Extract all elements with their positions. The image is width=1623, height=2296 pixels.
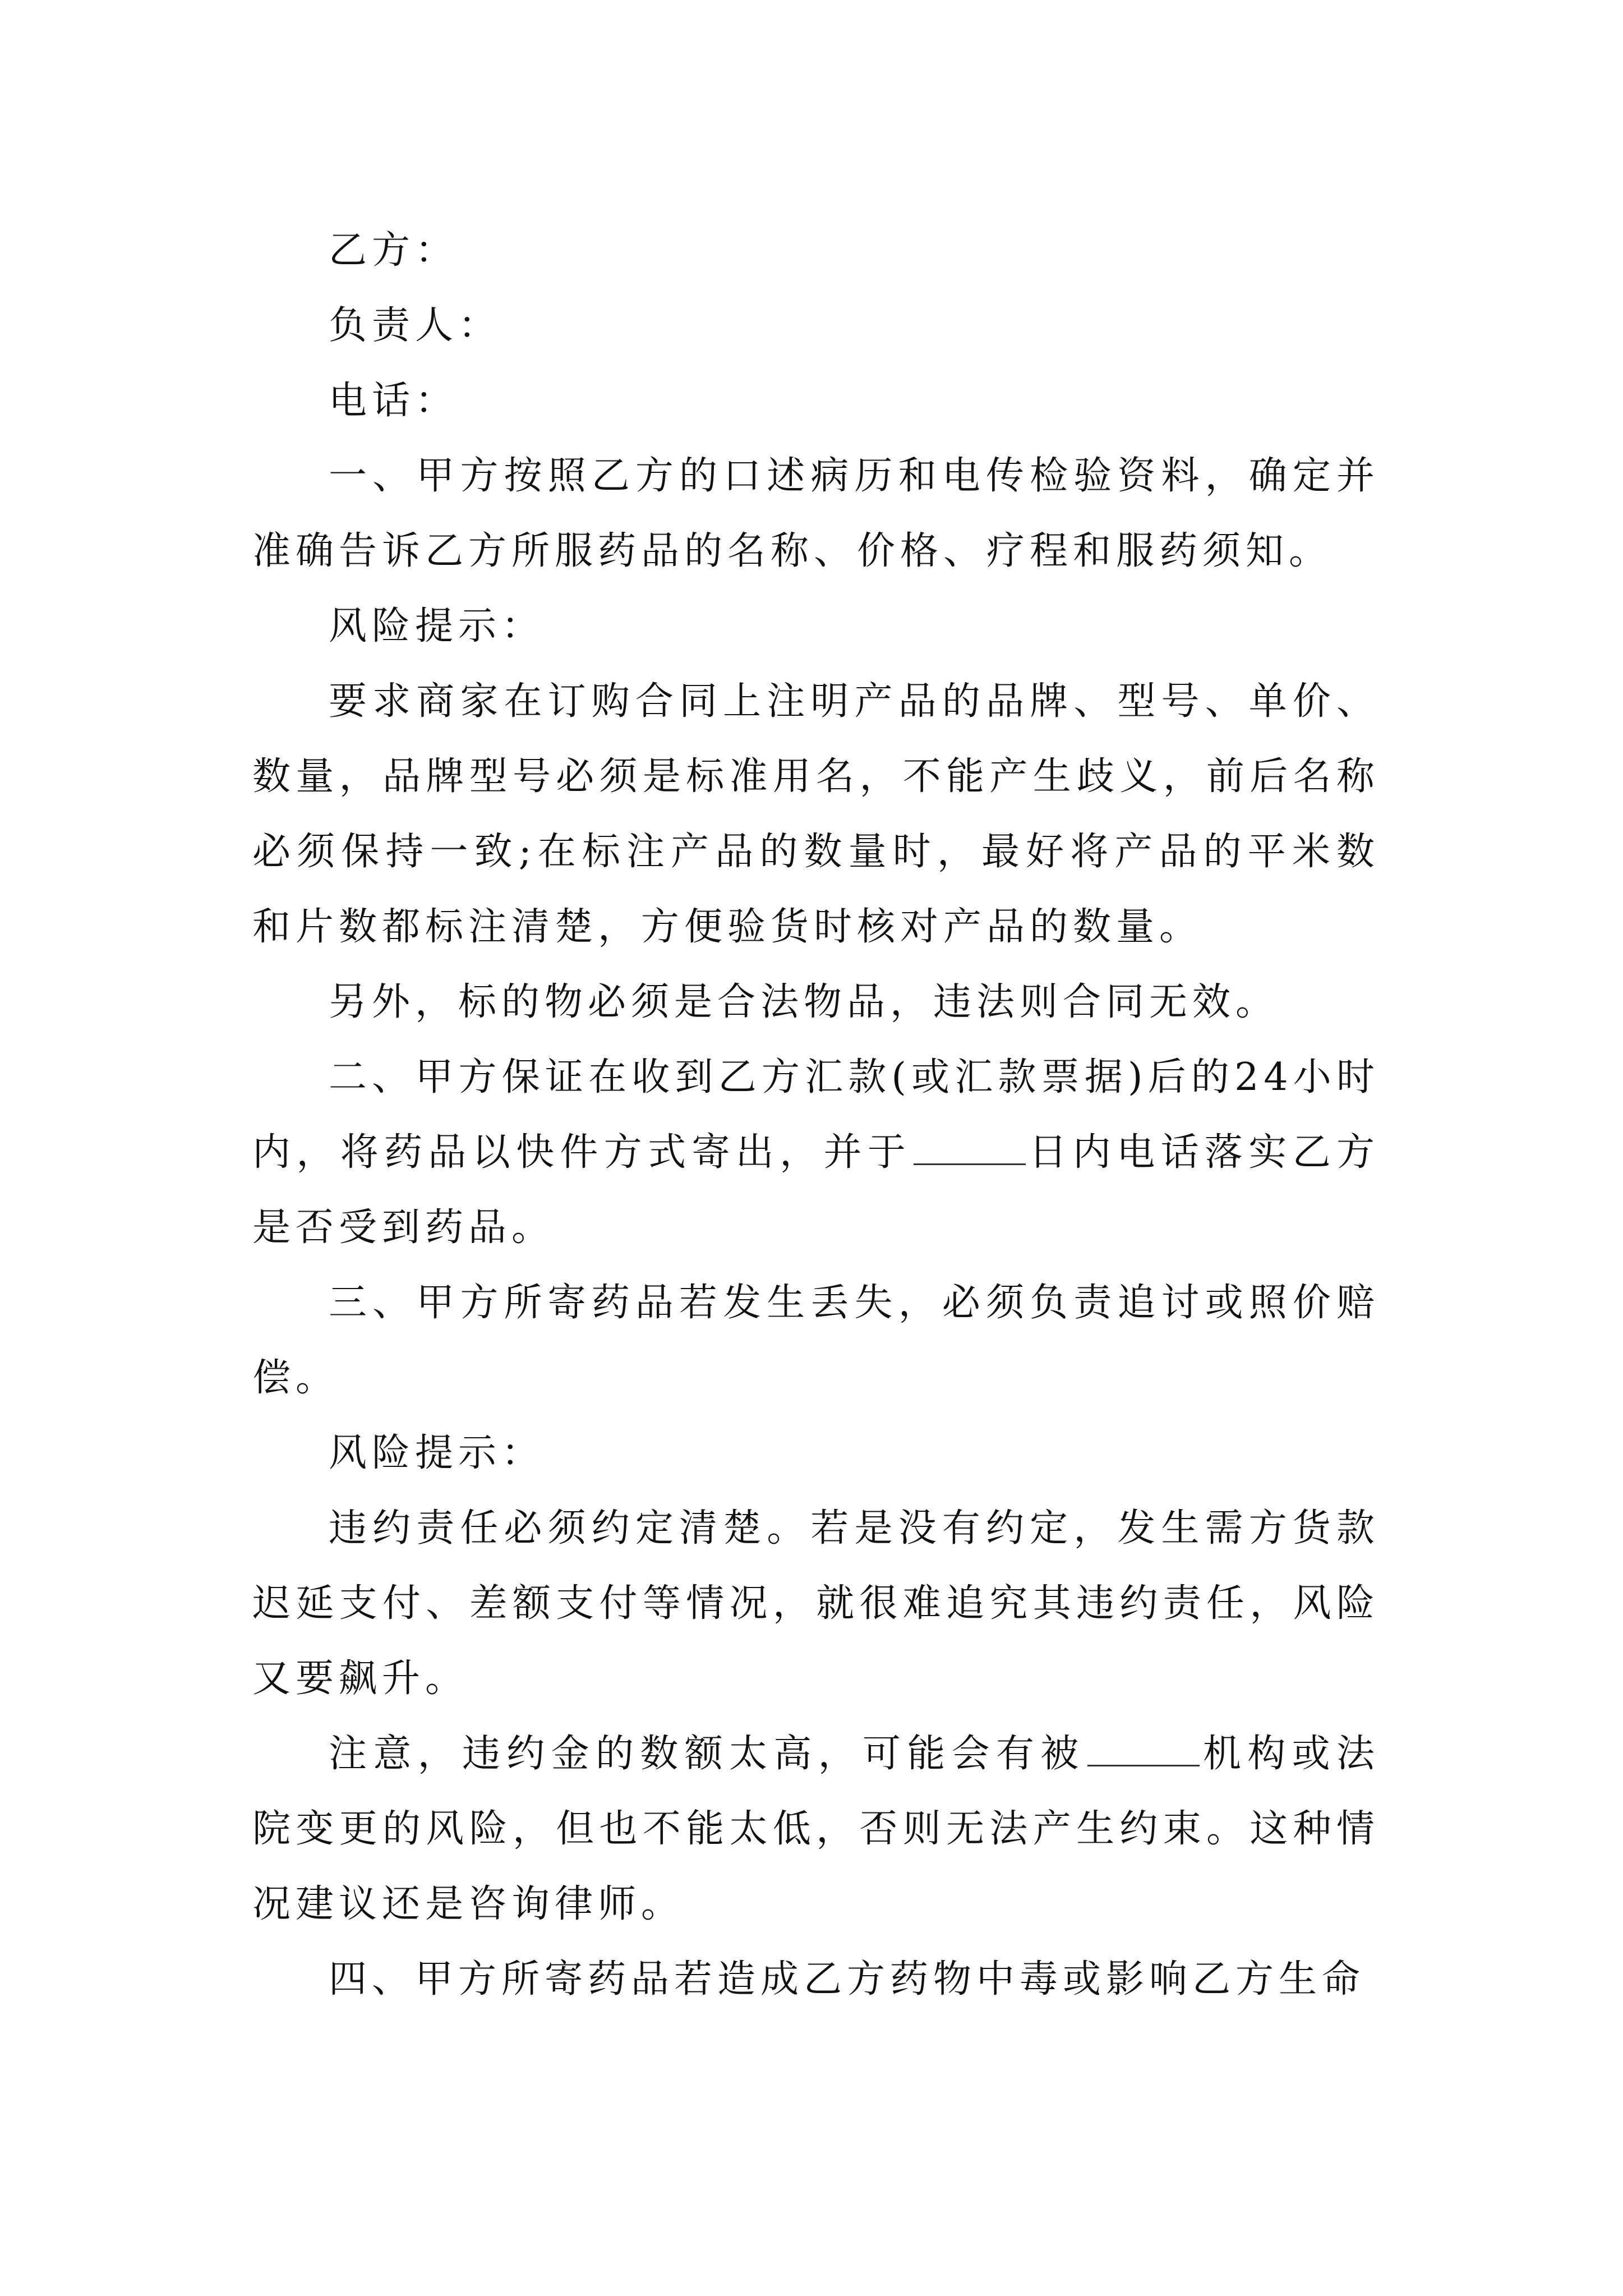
risk-1-extra: 另外，标的物必须是合法物品，违法则合同无效。 bbox=[329, 980, 1279, 1024]
phone-line: 电话： bbox=[329, 379, 459, 423]
clause-4: 四、甲方所寄药品若造成乙方药物中毒或影响乙方生命 bbox=[329, 1957, 1366, 2001]
clause-3: 三、甲方所寄药品若发生丢失，必须负责追讨或照价赔偿。 bbox=[252, 1281, 1380, 1400]
party-b-line: 乙方： bbox=[329, 228, 459, 273]
document-body bbox=[252, 213, 1380, 2017]
note-part-b: 机构或法院变更的风险，但也不能太低，否则无法产生约束。这种情况建议还是咨询律师。 bbox=[252, 1732, 1380, 1926]
risk-1-body: 要求商家在订购合同上注明产品的品牌、型号、单价、数量，品牌型号必须是标准用名，不能产生歧义，前后名称必须保持一致;在标注产品的数量时，最好将产品的平米数和片数都标注清楚，方便验货时核对产品的数量。 bbox=[252, 679, 1380, 949]
clause-2-part-a: 二、甲方保证在收到乙方汇款(或汇款票据)后的24小时内，将药品以快件方式寄出，并于 bbox=[252, 1055, 1380, 1175]
risk-2-body: 违约责任必须约定清楚。若是没有约定，发生需方货款迟延支付、差额支付等情况，就很难追究其违约责任，风险又要飙升。 bbox=[252, 1506, 1380, 1701]
fill-in-blank bbox=[914, 1130, 1026, 1165]
clause-1: 一、甲方按照乙方的口述病历和电传检验资料，确定并准确告诉乙方所服药品的名称、价格、疗程和服药须知。 bbox=[252, 454, 1380, 573]
risk-title-1: 风险提示： bbox=[329, 604, 545, 648]
clause-2 bbox=[252, 1040, 1380, 1266]
note-part-a: 注意，违约金的数额太高，可能会有被 bbox=[329, 1732, 1085, 1776]
risk-title-2: 风险提示： bbox=[329, 1431, 545, 1475]
person-in-charge-line: 负责人： bbox=[329, 303, 502, 348]
clause-2-part-b: 日内电话落实乙方是否受到药品。 bbox=[252, 1130, 1380, 1250]
fill-in-blank bbox=[1087, 1731, 1200, 1766]
note-paragraph bbox=[252, 1717, 1380, 1942]
